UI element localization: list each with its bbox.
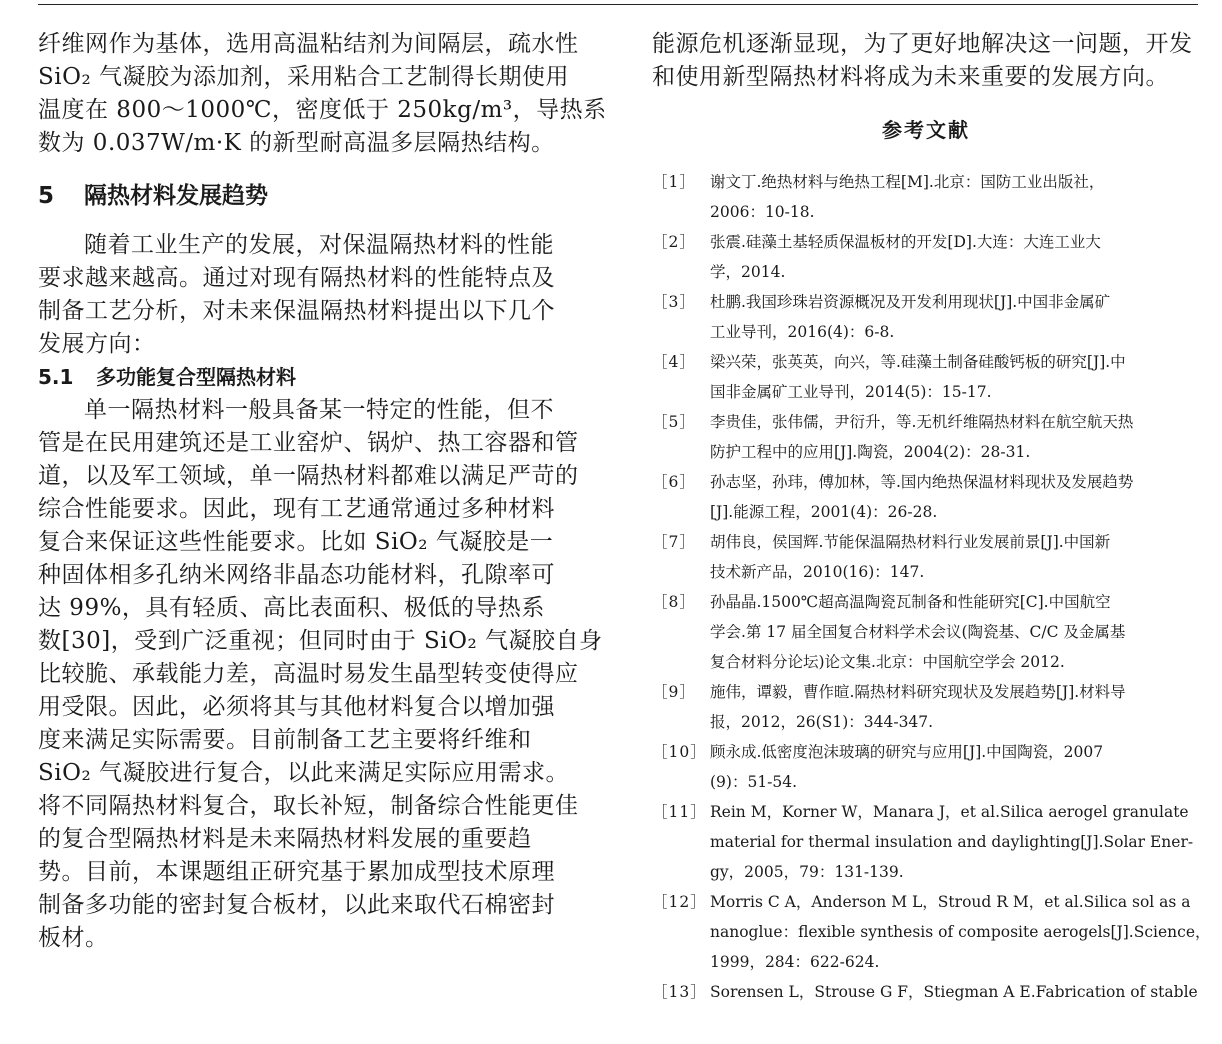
text-line: SiO₂ 气凝胶进行复合，以此来满足实际应用需求。 [38,760,569,786]
text-line: 综合性能要求。因此，现有工艺通常通过多种材料 [38,496,555,522]
text-line: 比较脆、承载能力差，高温时易发生晶型转变使得应 [38,661,579,687]
reference-line: nanoglue：flexible synthesis of composite aerogels[J].Science， [710,923,1211,941]
text-line: 制备多功能的密封复合板材，以此来取代石棉密封 [38,892,555,918]
reference-item [652,287,1200,347]
reference-text [710,347,1200,407]
reference-line: 顾永成.低密度泡沫玻璃的研究与应用[J].中国陶瓷，2007 [710,743,1104,761]
reference-item [652,227,1200,287]
text-line: 数为 0.037W/m·K 的新型耐高温多层隔热结构。 [38,130,555,156]
reference-text [710,797,1200,887]
reference-text [710,887,1211,977]
text-line: 将不同隔热材料复合，取长补短，制备综合性能更佳 [38,793,579,819]
text-line: 复合来保证这些性能要求。比如 SiO₂ 气凝胶是一 [38,529,554,555]
text-line: 用受限。因此，必须将其与其他材料复合以增加强 [38,694,555,720]
text-line: 单一隔热材料一般具备某一特定的性能，但不 [84,397,554,423]
reference-list [652,167,1211,1007]
reference-line: [J].能源工程，2001(4)：26-28. [710,503,938,521]
section-title: 隔热材料发展趋势 [84,183,268,209]
reference-text [710,407,1200,467]
reference-text [710,677,1200,737]
reference-number: ［5］ [652,413,696,431]
section-number: 5 [38,183,55,209]
references-title: 参考文献 [882,118,970,142]
reference-item [652,887,1211,977]
reference-text [710,527,1200,587]
reference-number: ［9］ [652,683,696,701]
reference-line: 谢文丁.绝热材料与绝热工程[M].北京：国防工业出版社， [710,173,1105,191]
reference-number: ［11］ [652,803,707,821]
reference-text [710,227,1200,287]
reference-text [710,587,1200,677]
reference-line: 施伟，谭毅，曹作暄.隔热材料研究现状及发展趋势[J].材料导 [710,683,1126,701]
subsection-heading [38,361,580,394]
reference-item [652,737,1200,797]
reference-number: ［8］ [652,593,696,611]
reference-line: 工业导刊，2016(4)：6-8. [710,323,895,341]
reference-line: Morris C A，Anderson M L，Stroud R M，et al.Silica sol as a [710,893,1191,911]
reference-item [652,407,1200,467]
reference-line: 张震.硅藻土基轻质保温板材的开发[D].大连：大连工业大 [710,233,1101,251]
text-line: SiO₂ 气凝胶为添加剂，采用粘合工艺制得长期使用 [38,64,569,90]
reference-number: ［10］ [652,743,707,761]
reference-item [652,527,1200,587]
reference-line: gy，2005，79：131-139. [710,863,904,881]
text-line: 数[30]，受到广泛重视；但同时由于 SiO₂ 气凝胶自身 [38,628,603,654]
reference-line: material for thermal insulation and daylighting[J].Solar Ener- [710,833,1194,851]
text-line: 达 99%，具有轻质、高比表面积、极低的导热系 [38,595,545,621]
subsection-number: 5.1 [38,365,74,389]
reference-item [652,587,1200,677]
reference-number: ［4］ [652,353,696,371]
paragraph-trends-intro [38,229,580,361]
reference-number: ［13］ [652,983,707,1001]
text-line: 发展方向： [38,331,156,357]
reference-number: ［7］ [652,533,696,551]
reference-number: ［1］ [652,173,696,191]
reference-number: ［2］ [652,233,696,251]
reference-text [710,977,1200,1007]
reference-item [652,167,1200,227]
reference-line: 2006：10-18. [710,203,815,221]
text-line: 制备工艺分析，对未来保温隔热材料提出以下几个 [38,298,555,324]
subsection-title: 多功能复合型隔热材料 [96,365,296,389]
left-column [38,28,607,955]
reference-line: 杜鹏.我国珍珠岩资源概况及开发利用现状[J].中国非金属矿 [710,293,1111,311]
reference-line: Rein M，Korner W，Manara J，et al.Silica aerogel granulate [710,803,1189,821]
reference-line: 复合材料分论坛)论文集.北京：中国航空学会 2012. [710,653,1065,671]
text-line: 纤维网作为基体，选用高温粘结剂为间隔层，疏水性 [38,31,579,57]
text-line: 能源危机逐渐显现，为了更好地解决这一问题，开发 [652,31,1193,57]
reference-line: 李贵佳，张伟儒，尹衍升，等.无机纤维隔热材料在航空航天热 [710,413,1134,431]
paragraph-composite-materials [38,394,603,955]
reference-line: 学，2014. [710,263,786,281]
text-line: 温度在 800～1000℃，密度低于 250kg/m³，导热系 [38,97,607,123]
top-rule [38,4,1198,5]
text-line: 要求越来越高。通过对现有隔热材料的性能特点及 [38,265,555,291]
reference-line: 孙晶晶.1500℃超高温陶瓷瓦制备和性能研究[C].中国航空 [710,593,1111,611]
paragraph-energy-crisis [652,28,1200,94]
text-line: 板材。 [38,925,109,951]
text-line: 势。目前，本课题组正研究基于累加成型技术原理 [38,859,555,885]
text-line: 种固体相多孔纳米网络非晶态功能材料，孔隙率可 [38,562,555,588]
reference-line: (9)：51-54. [710,773,798,791]
right-column [652,28,1211,1007]
paragraph-aerogel-structure [38,28,607,160]
text-line: 度来满足实际需要。目前制备工艺主要将纤维和 [38,727,532,753]
reference-line: Sorensen L，Strouse G F，Stiegman A E.Fabrication of stable [710,983,1198,1001]
section-heading [38,180,580,213]
reference-text [710,287,1200,347]
reference-item [652,347,1200,407]
text-line: 和使用新型隔热材料将成为未来重要的发展方向。 [652,64,1169,90]
reference-line: 技术新产品，2010(16)：147. [710,563,925,581]
reference-text [710,167,1200,227]
reference-line: 孙志坚，孙玮，傅加林，等.国内绝热保温材料现状及发展趋势 [710,473,1134,491]
text-line: 随着工业生产的发展，对保温隔热材料的性能 [84,232,554,258]
text-line: 的复合型隔热材料是未来隔热材料发展的重要趋 [38,826,532,852]
reference-line: 防护工程中的应用[J].陶瓷，2004(2)：28-31. [710,443,1031,461]
reference-line: 1999，284：622-624. [710,953,880,971]
reference-number: ［3］ [652,293,696,311]
reference-item [652,677,1200,737]
reference-line: 梁兴荣，张英英，向兴，等.硅藻土制备硅酸钙板的研究[J].中 [710,353,1126,371]
text-line: 道，以及军工领域，单一隔热材料都难以满足严苛的 [38,463,579,489]
reference-item [652,797,1200,887]
text-line: 管是在民用建筑还是工业窑炉、锅炉、热工容器和管 [38,430,579,456]
reference-item [652,977,1200,1007]
reference-number: ［12］ [652,893,707,911]
reference-text [710,467,1200,527]
reference-line: 国非金属矿工业导刊，2014(5)：15-17. [710,383,992,401]
reference-line: 报，2012，26(S1)：344-347. [710,713,934,731]
reference-line: 学会.第 17 届全国复合材料学术会议(陶瓷基、C/C 及金属基 [710,623,1126,641]
reference-item [652,467,1200,527]
reference-line: 胡伟良，侯国辉.节能保温隔热材料行业发展前景[J].中国新 [710,533,1111,551]
reference-text [710,737,1200,797]
reference-number: ［6］ [652,473,696,491]
